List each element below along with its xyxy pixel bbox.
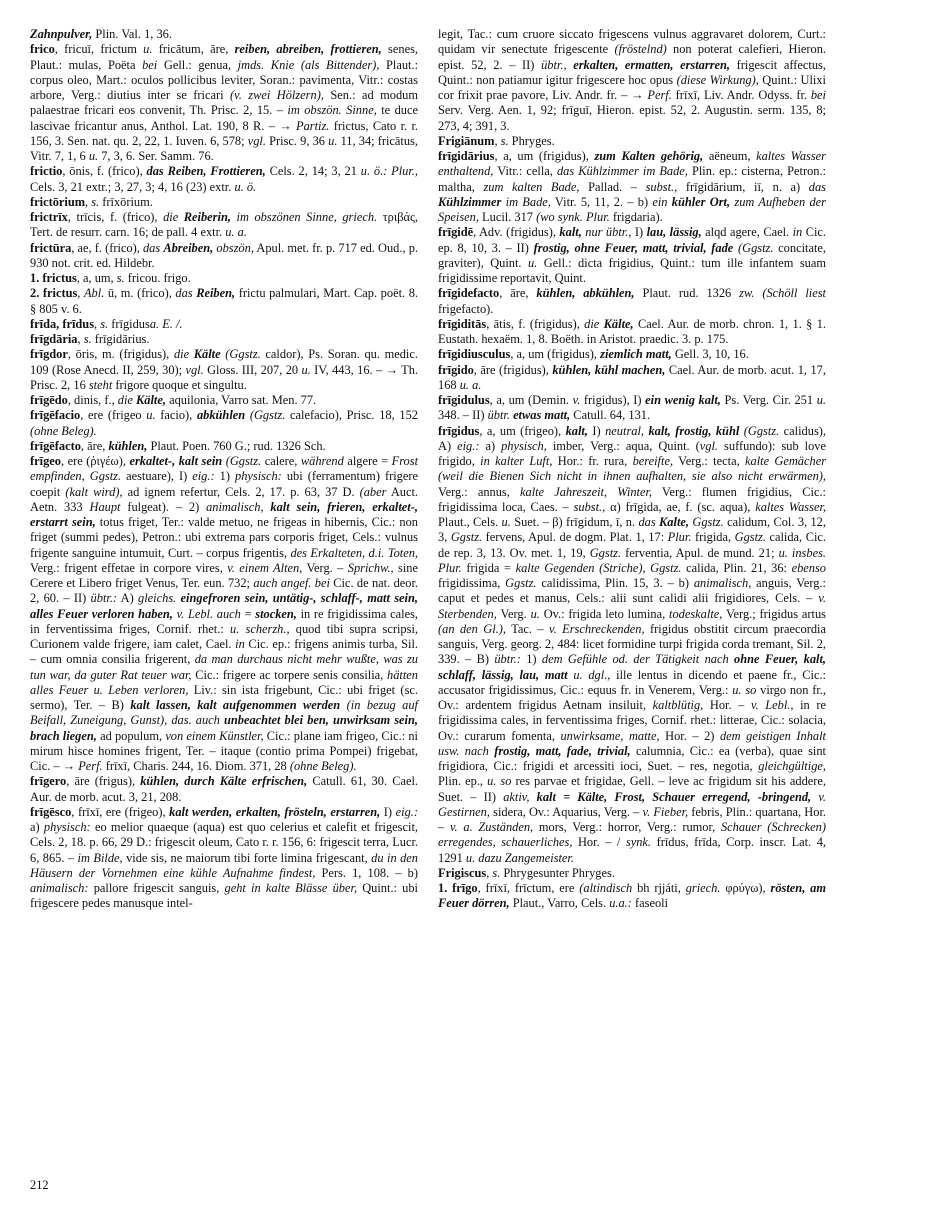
dictionary-entry: frīgidiusculus, a, um (frigidus), ziemlich matt, Gell. 3, 10, 16. [438,347,749,362]
page-number: 212 [30,1178,49,1192]
dictionary-entry: 2. frictus, Abl. ū, m. (frico), das Reiben, frictu palmulari, Mart. Cap. poët. 8. § 805 v. 6. [30,286,418,316]
dictionary-entry: frictrīx, trīcis, f. (frico), die Reiberin, im obszönen Sinne, griech. τριβάς, Tert. de resurr. carn. 16; de pall. 4 extr. u. a. [30,210,418,240]
dictionary-entry: frīgidē, Adv. (frigidus), kalt, nur übtr., I) lau, lässig, alqd agere, Cael. in Cic. ep. 8, 10, 3. – II) frostig, ohne Feuer, matt, trivial, fade (Ggstz. concitate, graviter), Quint. u. Gell.: dicta frigidius, Quint.: tum ille infantem suam frigidissime reportavit, Quint. [438,225,826,285]
dictionary-entry: frīgdor, ōris, m. (frigidus), die Kälte (Ggstz. caldor), Ps. Soran. qu. medic. 109 (Rose Anecd. II, 259, 30); vgl. Gloss. III, 207, 20 u. IV, 443, 16. – → Th. Prisc. 2, 16 steht frigore quoque et singultu. [30,347,418,392]
right-column [438,27,826,912]
dictionary-entry: frīgēfacio, ere (frigeo u. facio), abkühlen (Ggstz. calefacio), Prisc. 18, 152 (ohne Beleg). [30,408,418,438]
dictionary-entry: legit, Tac.: cum cruore siccato frigescens vulnus aggravaret dolorem, Curt.: quidam vir senectute frigescente (fröstelnd) non poterat calefieri, Hieron. epist. 52, 2. – II) übtr., erkalten, ermatten, erstarren, frigescit affectus, Quint.: non patiamur igitur frigescere hoc opus (diese Wirkung), Quint.: Ulixi cor frixit prae pavore, Liv. Andr. fr. – → Perf. frīxī, Liv. Andr. Odyss. fr. bei Serv. Verg. Aen. 1, 92; frīguī, Hieron. epist. 52, 2. Augustin. serm. 135, 8; 273, 4; 391, 3. [438,27,827,133]
dictionary-entry: frīgido, āre (frigidus), kühlen, kühl machen, Cael. Aur. de morb. acut. 1, 17, 168 u. a. [438,362,826,392]
dictionary-entry: frīgidefacto, āre, kühlen, abkühlen, Plaut. rud. 1326 zw. (Schöll liest frigefacto). [438,286,826,316]
dictionary-entry: frīgēsco, frīxī, ere (frigeo), kalt werden, erkalten, frösteln, erstarren, I) eig.: a) physisch: eo melior quaeque (aqua) est quo celerius et calefit et frigescit, Cels. 2, 18. p. 66, 29 D.: frigescit oleum, Cato r. r. 156, 6: frigescit terra, Lucr. 6, 865. – im Bilde, vide sis, ne maiorum tibi forte limina frigescant, du in den Häusern der Vornehmen eine kühle Aufnahme findest, Pers. 1, 108. – b) animalisch: pallore frigescit sanguis, geht in kalte Blässe über, Quint.: ubi frigescere pedes manusque intel- [30,804,419,911]
dictionary-entry: frico, fricuī, frictum u. fricātum, āre, reiben, abreiben, frottieren, senes, Plaut.: mulas, Poëta bei Gell.: genua, jmds. Knie (als Bittender), Plaut.: corpus oleo, Mart.: oculos pollicibus leviter, Soran.: pavimenta, Vitr.: costas arbore, Verg.: diutius inter se fricari (v. zwei Hölzern), Sen.: ad modum palaestrae fricari eos convenit, Th. Prisc. 2, 15. – im obszön. Sinne, te duce lascivae fricantur anus, Anthol. Lat. 190, 8 R. – → Partiz. frictus, Cato r. r. 156, 3. Sen. nat. qu. 2, 22, 1. Iuven. 6, 578; vgl. Prisc. 9, 36 u. 11, 34; fricātus, Vitr. 7, 1, 6 u. 7, 3, 6. Ser. Samm. 76. [30,42,419,163]
left-column [30,27,418,912]
dictionary-entry: Frigiānum, s. Phryges. [438,133,555,148]
dictionary-entry: frīgeo, ere (ῥιγέω), erkaltet-, kalt sein (Ggstz. calere, während algere = Frost empfinden, Ggstz. aestuare), I) eig.: 1) physisch: ubi (ferramentum) frigere coepit (kalt wird), ad ignem refertur, Cels. 2, 17. p. 63, 37 D. (aber Auct. Aetn. 333 Haupt fulgeat). – 2) animalisch, kalt sein, frieren, erkaltet-, erstarrt sein, totus friget, Ter.: valde metuo, ne frigeas in hibernis, Cic.: non friget (summi pedes), Petron.: ubi extrema pars corporis friget, Cels.: vulnus frigente sanguine intumuit, Curt. – corpus frigentis, des Erkalteten, d.i. Toten, Verg.: frigent effetae in corpore vires, v. einem Alten, Verg. – Sprichw., sine Cerere et Libero friget Venus, Ter. eun. 732; auch angef. bei Cic. de nat. deor. 2, 60. – II) übtr.: A) gleichs. eingefroren sein, untätig-, schlaff-, matt sein, alles Feuer verloren haben, v. Lebl. auch = stocken, in re frigidissima cales, in ferventissima friges, Cornif. rhet.: u. scherzh., quod tibi supra scripsi, Curionem valde frigere, iam calet, Cael. in Cic. ep.: frigens animis turba, Sil. – cum omnia consilia frigerent, da man durchaus nicht mehr wußte, was zu tun war, da guter Rat teuer war, Cic.: frigere ac torpere senis consilia, hätten alles Feuer u. Leben verloren, Liv.: sin ista frigebunt, Cic.: ubi friget (sc. sermo), Ter. – B) kalt lassen, kalt aufgenommen werden (in bezug auf Beifall, Zuneigung, Gunst), das. auch unbeachtet blei ben, unwirksam sein, brach liegen, ad populum, von einem Künstler, Cic.: plane iam frigeo, Cic.: ni mirum hisce homines frigent, Ter. – itaque (contio prima Pompei) frigebat, Cic. – → Perf. frīxī, Charis. 244, 16. Diom. 371, 28 (ohne Beleg). [30,454,419,773]
dictionary-entry: 1. frictus, a, um, s. fricou. frigo. [30,271,191,285]
dictionary-entry: frīgidulus, a, um (Demin. v. frigidus), I) ein wenig kalt, Ps. Verg. Cir. 251 u. 348. – II) übtr. etwas matt, Catull. 64, 131. [438,393,826,423]
dictionary-entry: frīgidus, a, um (frigeo), kalt, I) neutral, kalt, frostig, kühl (Ggstz. calidus), A) eig.: a) physisch, imber, Verg.: aqua, Quint. (vgl. suffundo): sub love frigido, in kalter Luft, Hor.: fr. rura, bereifte, Verg.: tecta, kalte Gemächer (weil die Bienen Sich nicht in ihnen aufhalten, sie also nicht erwärmen), Verg.: annus, kalte Jahreszeit, Winter, Verg.: flumen frigidius, Cic.: frigidissima loca, Caes. – subst., α) frīgida, ae, f. (sc. aqua), kaltes Wasser, Plaut., Cels. u. Suet. – β) frīgidum, ī, n. das Kalte, Ggstz. calidum, Col. 3, 12, 3, Ggstz. fervens, Apul. de dogm. Plat. 1, 17: Plur. frigida, Ggstz. calida, Cic. de rep. 3, 13. Ov. met. 1, 19, Ggstz. ferventia, Apul. de mund. 21; u. insbes. Plur. frigida = kalte Gegenden (Striche), Ggstz. calida, Plin. 21, 36: ebenso frigidissima, Ggstz. calidissima, Plin. 15, 3. – b) animalisch, anguis, Verg.: caput et pedes et manus, Cels.: alii sunt calidi alii frigidiores, Cels. – v. Sterbenden, Verg. u. Ov.: frigida leto lumina, todeskalte, Verg.; frigidus artus (an den Gl.), Tac. – v. Erschreckenden, frigidus obstitit circum praecordia sanguis, Verg. georg. 2, 484: licet formidine turpi frigida corda tremant, Sil. 2, 339. – B) übtr.: 1) dem Gefühle od. der Tätigkeit nach ohne Feuer, kalt, schlaff, lässig, lau, matt u. dgl., ille lentus in dicendo et paene fr., Cic.: accusator frigidissimus, Cic.: equus fr. in Venerem, Verg.: u. so virgo non fr., Ov.: ardentem frigidus Aetnam insiluit, kaltblütig, Hor. – v. Lebl., in re frigidissima cales, in ferventissima friges, Cornif. rhet.: litterae, Cic.: solacia, Ov.: curarum fomenta, unwirksame, matte, Hor. – 2) dem geistigen Inhalt usw. nach frostig, matt, fade, trivial, calumnia, Cic.: ea (verba), quae sint frigidiora, Cic.: frigidi et arcessiti ioci, Suet. – res, negotia, gleichgültige, Plin. ep., u. so res parvae et frigidae, Gell. – leve ac frigidum sit his addere, Suet. – II) aktiv, kalt = Kälte, Frost, Schauer erregend, -bringend, v. Gestirnen, sidera, Ov.: Aquarius, Verg. – v. Fieber, febris, Plin.: quartana, Hor. – v. a. Zuständen, mors, Verg.: horror, Verg.: rumor, Schauer (Schrecken) erregendes, schauerliches, Hor. – / synk. frīdus, frīda, Corp. inscr. Lat. 4, 1291 u. dazu Zangemeister. [438,423,827,865]
dictionary-entry: frīgiditās, ātis, f. (frigidus), die Kälte, Cael. Aur. de morb. chron. 1, 1. § 1. Eustath. hexaëm. 1, 8. Boëth. in Aristot. praedic. 3. p. 175. [438,316,826,346]
dictionary-entry: frīda, frīdus, s. frīgidusa. E. /. [30,316,183,331]
dictionary-entry: frīgero, āre (frigus), kühlen, durch Kälte erfrischen, Catull. 61, 30. Cael. Aur. de morb. acut. 3, 21, 208. [30,774,419,804]
dictionary-entry: frīgēdo, dinis, f., die Kälte, aquilonia, Varro sat. Men. 77. [30,393,317,407]
dictionary-entry: frictūra, ae, f. (frico), das Abreiben, obszön, Apul. met. fr. p. 717 ed. Oud., p. 930 not. crit. ed. Hildebr. [30,240,418,270]
dictionary-entry: frictio, ōnis, f. (frico), das Reiben, Frottieren, Cels. 2, 14; 3, 21 u. ö.: Plur., Cels. 3, 21 extr.; 3, 27, 3; 4, 16 (23) extr. u. ö. [30,164,418,194]
dictionary-entry: frīgēfacto, āre, kühlen, Plaut. Poen. 760 G.; rud. 1326 Sch. [30,438,326,453]
dictionary-entry: frictōrium, s. frīxōrium. [30,194,153,209]
dictionary-entry: frīgdāria, s. frīgidārius. [30,332,150,346]
dictionary-entry: Frigiscus, s. Phrygesunter Phryges. [438,865,615,880]
dictionary-entry: frīgidārius, a, um (frigidus), zum Kalten gehörig, aëneum, kaltes Wasser enthaltend, Vitr.: cella, das Kühlzimmer im Bade, Plin. ep.: cisterna, Petron.: maltha, zum kalten Bade, Pallad. – subst., frīgidārium, iī, n. a) das Kühlzimmer im Bade, Vitr. 5, 11, 2. – b) ein kühler Ort, zum Aufheben der Speisen, Lucil. 317 (wo synk. Plur. frigdaria). [438,149,826,224]
dictionary-entry: 1. frīgo, frīxī, frīctum, ere (altindisch bh rjjáti, griech. φρύγω), rösten, am Feuer dörren, Plaut., Varro, Cels. u.a.: faseoli [438,881,826,911]
dictionary-entry: Zahnpulver, Plin. Val. 1, 36. [30,27,172,41]
